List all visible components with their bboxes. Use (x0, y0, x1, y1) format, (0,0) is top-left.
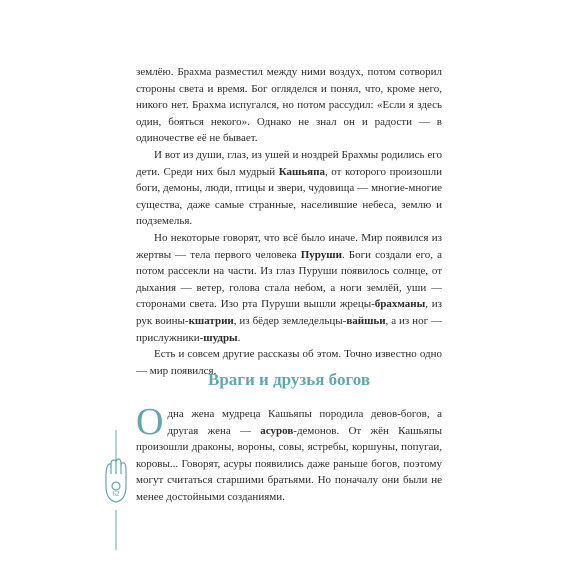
bold-term: Пуруши (300, 248, 342, 261)
page-number: 62 (112, 490, 120, 498)
section-heading: Враги и друзья богов (207, 370, 371, 389)
bold-term: Кашьяпа (278, 165, 325, 178)
section-paragraph (136, 401, 443, 503)
bold-term: асуров (260, 424, 294, 437)
body-paragraph (136, 64, 442, 147)
body-paragraph (136, 230, 442, 346)
body-paragraph (136, 147, 442, 230)
text-run: Есть и совсем другие рассказы об этом. Точно известно одно — мир появился. (136, 348, 442, 377)
bold-term: шудры (203, 331, 238, 344)
text-run: , а из ног — прислужники- (136, 314, 443, 344)
text-run: Но некоторые говорят, что всё было иначе. Мир появился из жертвы — тела первого человека (136, 231, 442, 261)
text-run: землёю. Брахма разместил между ними воздух, потом сотворил стороны света и время. Бог огляделся и понял, что, кроме него, никого нет. Брахма испугался, но потом рассудил: «Если я здесь один, бояться некого». Однако не знал он и радости — в одиночестве её не бывает. (136, 66, 442, 145)
text-run: , от которого произошли боги, демоны, люди, птицы и звери, чудовища — многие-многие существа, даже самые странные, населившие небеса, землю и подземелья. (136, 165, 443, 228)
text-run: , из бёдер земледельцы- (233, 314, 347, 327)
text-run: -демонов. От жён Кашьяпы произошли драконы, вороны, совы, ястребы, коршуны, попугаи, коровы... Говорят, асуры появились даже раньше богов, поэтому могут считаться старшими братьями. Но поначалу они были не менее достойными созданиями. (136, 424, 443, 503)
text-run: , из рук воины- (136, 298, 443, 327)
body-text (136, 64, 442, 379)
bold-term: вайшьи (346, 314, 386, 327)
text-run: дна жена мудреца Кашьяпы породила девов-богов, а другая жена — (167, 408, 442, 437)
text-run: . (237, 331, 241, 344)
hamsa-hand-icon (96, 430, 136, 550)
drop-cap: О (136, 401, 164, 443)
bold-term: кшатрии (188, 314, 234, 327)
bold-term: брахманы (374, 298, 426, 311)
section-text (136, 401, 443, 506)
text-run: . Боги создали его, а потом рассекли на части. Из глаз Пуруши появилось солнце, от дыхания — ветер, голова стала небом, а ноги землёй, уши — сторонами света. Изо рта Пуруши вышли жрецы- (136, 248, 442, 311)
text-run: И вот из души, глаз, из ушей и ноздрей Брахмы родились его дети. Среди них был мудрый (136, 148, 442, 178)
